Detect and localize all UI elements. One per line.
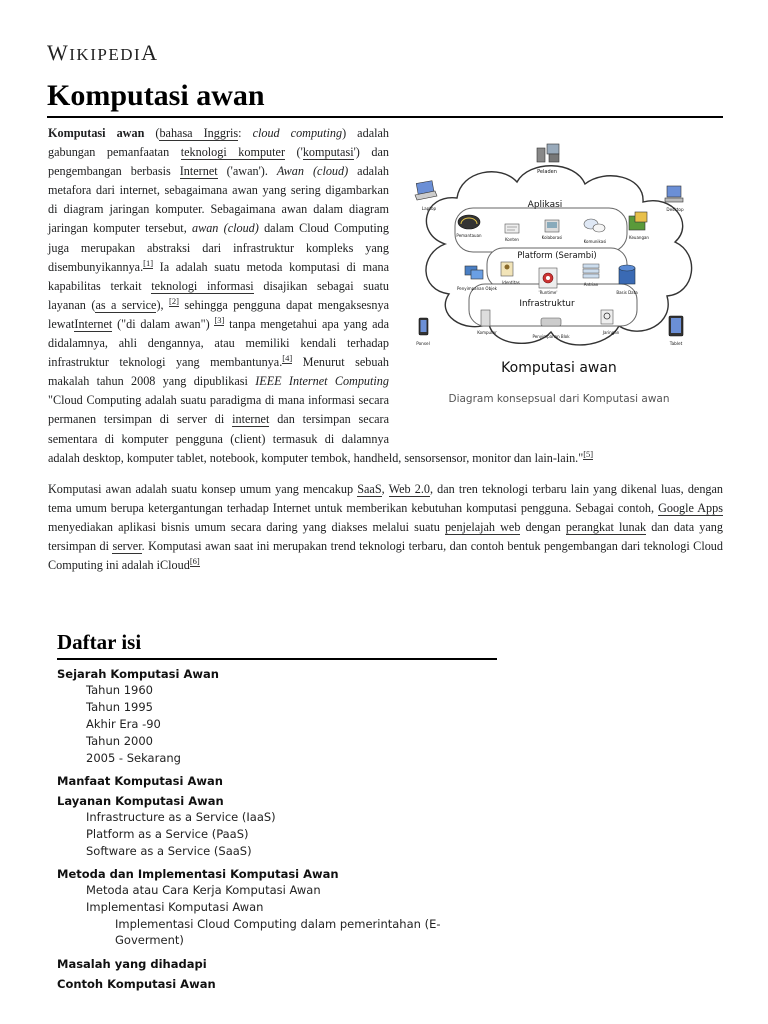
toc-item-contoh[interactable]: Contoh Komputasi Awan (57, 977, 216, 991)
label-keuangan: Keuangan (629, 235, 649, 240)
monitoring-gauge-icon (458, 215, 480, 229)
link-saas[interactable]: SaaS (357, 481, 382, 496)
toc-item-saas[interactable]: Software as a Service (SaaS) (86, 844, 252, 858)
label-ponsel: Ponsel (416, 341, 430, 346)
link-internet-3[interactable]: internet (232, 412, 270, 427)
paragraph-2: Komputasi awan adalah suatu konsep umum yang mencakup SaaS, Web 2.0, dan tren teknologi terbaru lain yang dikenal luas, dengan tema umum berupa ketergantungan terhadap Internet untuk memberikan kebutuhan komputasi pengguna. Sebagai contoh, Google Apps menyediakan aplikasi bisnis umum secara daring yang diakses melalui suatu penjelajah web dengan perangkat lunak dan data yang tersimpan di server. Komputasi awan saat ini merupakan trend teknologi terbaru, dan contoh bentuk pengembangan dari teknologi Cloud Computing ini adalah iCloud[6] (48, 481, 724, 573)
cloud-figure (405, 124, 723, 444)
paragraph-1: Komputasi awan (bahasa Inggris: cloud computing) adalah gabungan pemanfaatan teknologi komputer ('komputasi') dan pengembangan berbasis Internet ('awan'). Awan (cloud) adalah metafora dari internet, sebagaimana awan yang sering digambarkan di diagram jaringan komputer. Sebagaimana awan dalam diagram jaringan komputer tersebut, awan (cloud) dalam Cloud Computing juga merupakan abstraksi dari infrastruktur kompleks yang disembunyikannya.[1] Ia adalah suatu metoda komputasi di mana kapabilitas terkait teknologi informasi disajikan sebagai suatu layanan (as a service), [2] sehingga pengguna dapat mengaksesnya lewatInternet ("di dalam awan") [3] tanpa mengetahui apa yang ada didalamnya, ahli dengannya, atau memiliki kendali terhadap infrastruktur teknologi yang membantunya.[4] Menurut sebuah makalah tahun 2008 yang dipublikasi IEEE Internet Computing "Cloud Computing adalah suatu paradigma di mana informasi secara permanen tersimpan di server di internet dan tersimpan secara sementara di komputer pengguna (client) termasuk di dalamnya adalah desktop, komputer tablet, notebook, komputer tembok, handheld, sensorsensor, monitor dan lain-lain."[5] (48, 126, 594, 465)
toc-item-implementasi[interactable]: Implementasi Komputasi Awan (86, 900, 264, 914)
label-penyimpanan-objek: Penyimpanan Objek (457, 286, 497, 291)
toc-item-metoda[interactable]: Metoda dan Implementasi Komputasi Awan (57, 867, 339, 881)
table-of-contents (57, 630, 497, 996)
label-pemantauan: Pemantauan (456, 233, 482, 238)
ref-2[interactable]: [2] (169, 295, 179, 306)
label-komunikasi: Komunikasi (583, 239, 607, 244)
toc-section-3 (57, 793, 497, 860)
label-identitas: Identitas (502, 280, 520, 285)
desktop-icon (665, 186, 683, 202)
label-komputer: Komputer (477, 330, 497, 335)
label-antrian: Antrian (583, 282, 599, 287)
ref-5[interactable]: [5] (583, 448, 594, 459)
label-penyimpanan-blok: Penyimpanan Blok (532, 334, 570, 339)
label-desktop: Desktop (666, 207, 684, 212)
toc-item-2000[interactable]: Tahun 2000 (86, 734, 153, 748)
laptop-icon (415, 181, 437, 200)
content-icon (505, 224, 519, 233)
link-penjelajah-web[interactable]: penjelajah web (444, 519, 521, 534)
toc-item-akhir-90[interactable]: Akhir Era -90 (86, 717, 161, 731)
runtime-icon (539, 268, 557, 288)
page-title: Komputasi awan (47, 78, 723, 118)
term-komputasi-awan: Komputasi awan (48, 126, 145, 140)
ref-1[interactable]: [1] (143, 257, 154, 268)
toc-section-4 (57, 866, 497, 948)
toc-item-iaas[interactable]: Infrastructure as a Service (IaaS) (86, 810, 276, 824)
link-teknologi-informasi[interactable]: teknologi informasi (151, 278, 254, 293)
link-web-2[interactable]: Web 2.0 (388, 481, 430, 496)
toc-item-layanan[interactable]: Layanan Komputasi Awan (57, 794, 224, 808)
database-icon (619, 265, 635, 284)
phone-icon (419, 318, 428, 335)
network-icon (601, 310, 613, 324)
toc-item-manfaat[interactable]: Manfaat Komputasi Awan (57, 774, 223, 788)
logo-letter-a: A (141, 40, 159, 65)
toc-item-cara-kerja[interactable]: Metoda atau Cara Kerja Komputasi Awan (86, 883, 321, 897)
toc-section-6 (57, 976, 497, 992)
identity-icon (501, 262, 513, 276)
label-infrastruktur: Infrastruktur (519, 299, 575, 309)
toc-title: Daftar isi (57, 630, 497, 660)
logo-letters-mid: IKIPEDI (69, 45, 142, 64)
ref-6[interactable]: [6] (189, 556, 200, 567)
label-laptop: Laptop (421, 206, 437, 211)
ref-4[interactable]: [4] (282, 353, 293, 364)
toc-item-2005[interactable]: 2005 - Sekarang (86, 751, 181, 765)
link-teknologi-komputer[interactable]: teknologi komputer (180, 145, 286, 160)
block-storage-icon (541, 318, 561, 326)
label-basis-data: Basis Data (616, 290, 638, 295)
label-peladen: Peladen (537, 169, 557, 175)
link-server[interactable]: server (112, 538, 142, 553)
ref-3[interactable]: [3] (214, 314, 225, 325)
label-platform: Platform (Serambi) (517, 250, 597, 260)
cloud-computing-diagram[interactable] (405, 124, 723, 384)
toc-item-e-goverment[interactable]: Implementasi Cloud Computing dalam pemerintahan (E-Goverment) (115, 917, 441, 947)
wikipedia-logo[interactable] (47, 40, 159, 66)
toc-item-masalah[interactable]: Masalah yang dihadapi (57, 957, 207, 971)
label-tablet: Tablet (669, 341, 683, 346)
label-konten: Konten (505, 237, 519, 242)
label-aplikasi: Aplikasi (527, 200, 563, 210)
link-google-apps[interactable]: Google Apps (658, 500, 723, 515)
link-internet-2[interactable]: Internet (74, 316, 113, 331)
computer-icon (481, 310, 490, 326)
toc-item-sejarah[interactable]: Sejarah Komputasi Awan (57, 667, 219, 681)
label-kolaborasi: Kolaborasi (541, 235, 563, 240)
toc-item-1995[interactable]: Tahun 1995 (86, 700, 153, 714)
article-body (48, 124, 723, 587)
collaboration-icon (545, 220, 559, 232)
figure-caption: Diagram konsepsual dari Komputasi awan (448, 393, 670, 405)
toc-section-2 (57, 773, 497, 789)
link-as-a-service[interactable]: as a service (95, 297, 157, 312)
toc-item-1960[interactable]: Tahun 1960 (86, 683, 153, 697)
logo-letter-w: W (47, 40, 70, 65)
link-internet[interactable]: Internet (179, 164, 218, 179)
toc-section-1 (57, 666, 497, 767)
label-jaringan: Jaringan (602, 330, 620, 335)
link-perangkat-lunak[interactable]: perangkat lunak (565, 519, 647, 534)
toc-item-paas[interactable]: Platform as a Service (PaaS) (86, 827, 249, 841)
toc-section-5 (57, 956, 497, 972)
server-icon (537, 144, 559, 162)
link-komputasi[interactable]: komputasi (302, 145, 354, 160)
diagram-title: Komputasi awan (501, 360, 617, 376)
link-bahasa-inggris[interactable]: bahasa Inggris (159, 126, 239, 140)
label-runtime: 'Runtime' (538, 290, 558, 295)
tablet-icon (669, 316, 683, 336)
queue-icon (583, 264, 599, 278)
